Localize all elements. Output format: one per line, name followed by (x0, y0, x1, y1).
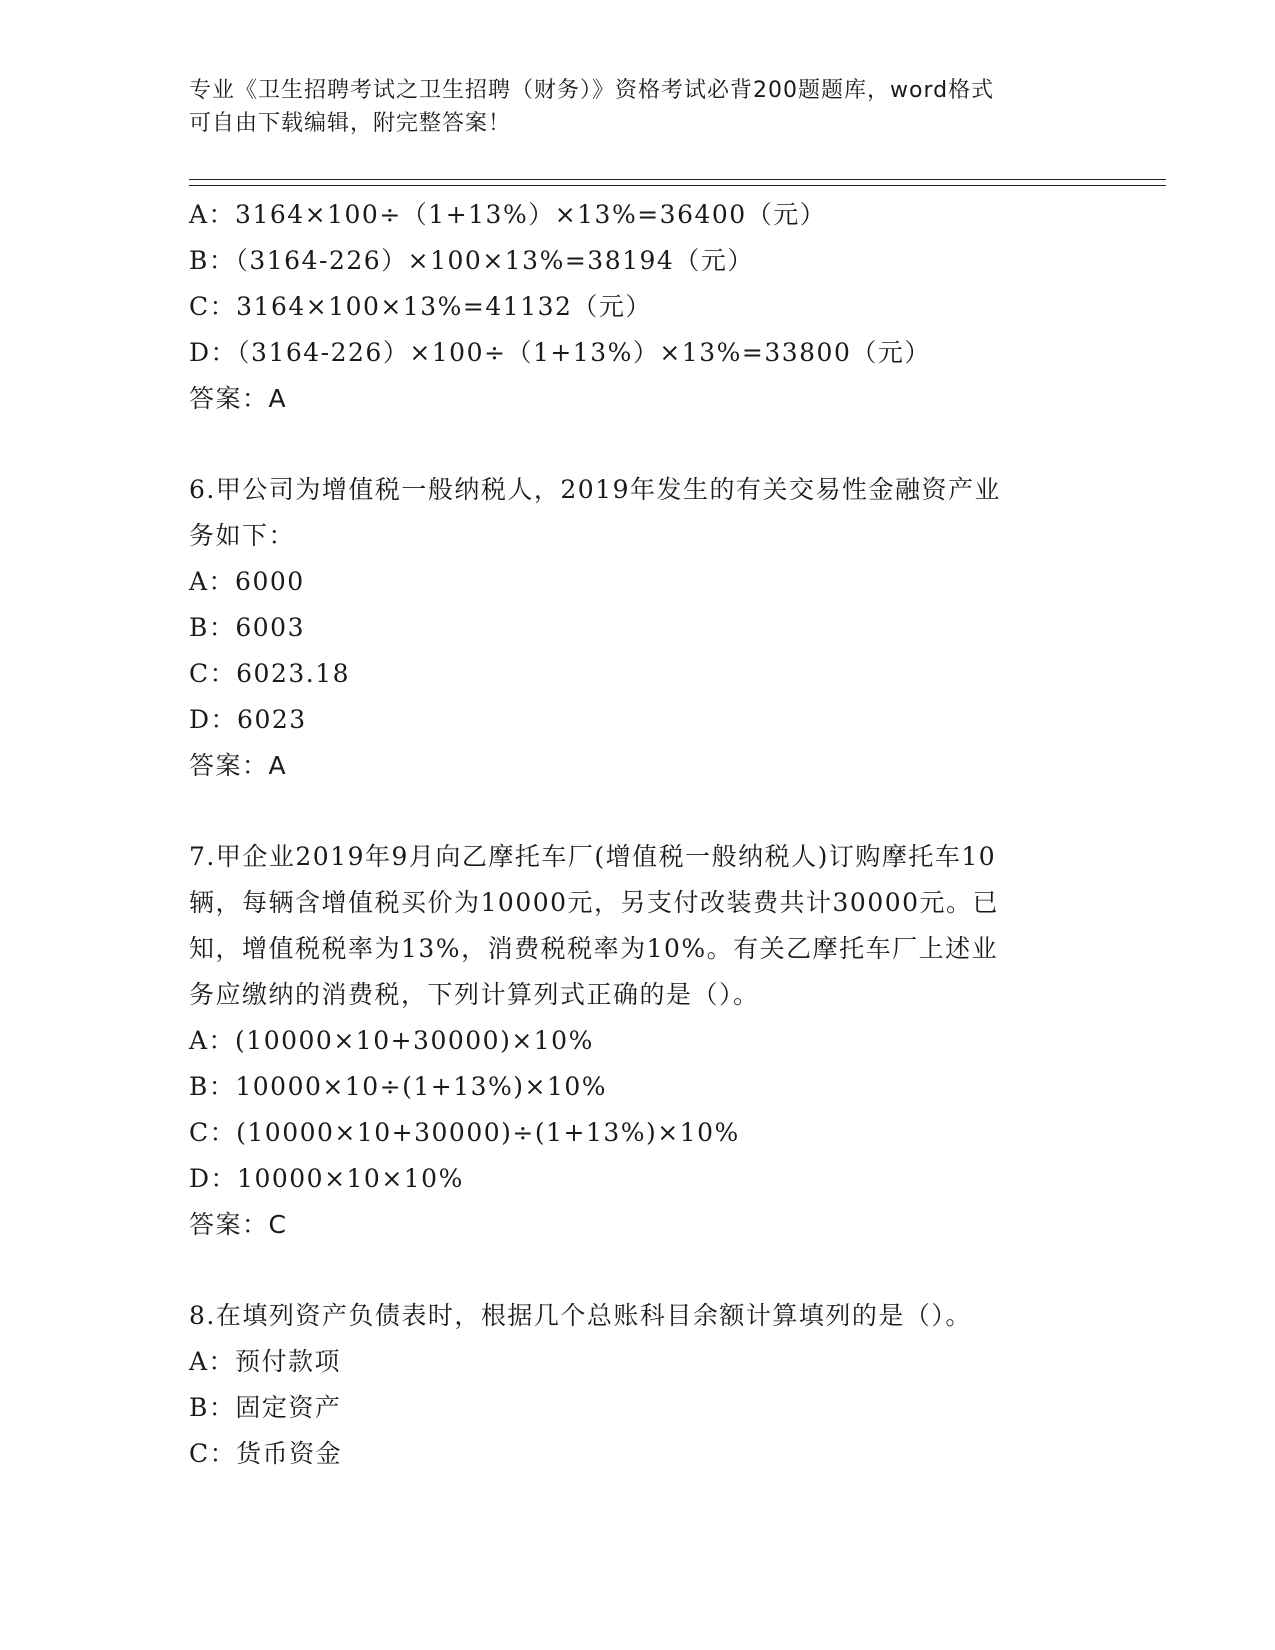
option-d: D：（3164-226）×100÷（1+13%）×13%=33800（元） (189, 338, 931, 367)
option-b: B：固定资产 (189, 1393, 342, 1422)
option-a: A：6000 (189, 567, 305, 596)
document-body (189, 192, 1089, 1477)
option-c: C：(10000×10+30000)÷(1+13%)×10% (189, 1118, 740, 1147)
question-stem: 务如下： (189, 521, 296, 550)
option-d: D：6023 (189, 705, 307, 734)
header-rule-top (189, 179, 1166, 180)
answer: 答案：C (189, 1210, 288, 1239)
question-7-block (189, 834, 1089, 1248)
question-stem: 知，增值税税率为13%，消费税税率为10%。有关乙摩托车厂上述业 (189, 934, 999, 963)
option-d: D：10000×10×10% (189, 1164, 464, 1193)
option-c: C：3164×100×13%=41132（元） (189, 292, 652, 321)
question-stem: 辆，每辆含增值税买价为10000元，另支付改装费共计30000元。已 (189, 888, 1000, 917)
answer: 答案：A (189, 384, 288, 413)
option-b: B：6003 (189, 613, 305, 642)
option-a: A：(10000×10+30000)×10% (189, 1026, 594, 1055)
question-stem: 6.甲公司为增值税一般纳税人，2019年发生的有关交易性金融资产业 (189, 475, 1001, 504)
answer: 答案：A (189, 751, 288, 780)
question-8-block (189, 1293, 1089, 1477)
option-b: B：（3164-226）×100×13%=38194（元） (189, 246, 754, 275)
header-rule-bottom (189, 185, 1166, 186)
question-stem: 务应缴纳的消费税，下列计算列式正确的是（）。 (189, 980, 760, 1009)
option-c: C：6023.18 (189, 659, 351, 688)
option-a: A：预付款项 (189, 1347, 342, 1376)
question-stem: 8.在填列资产负债表时，根据几个总账科目余额计算填列的是（）。 (189, 1301, 972, 1330)
question-5-block (189, 192, 1089, 422)
option-a: A：3164×100÷（1+13%）×13%=36400（元） (189, 200, 827, 229)
header-line-1: 专业《卫生招聘考试之卫生招聘（财务）》资格考试必背200题题库，word格式 (189, 78, 995, 103)
document-header (189, 74, 1089, 140)
option-c: C：货币资金 (189, 1439, 343, 1468)
option-b: B：10000×10÷(1+13%)×10% (189, 1072, 608, 1101)
header-line-2: 可自由下载编辑，附完整答案！ (189, 111, 512, 136)
question-6-block (189, 467, 1089, 789)
question-stem: 7.甲企业2019年9月向乙摩托车厂(增值税一般纳税人)订购摩托车10 (189, 842, 997, 871)
